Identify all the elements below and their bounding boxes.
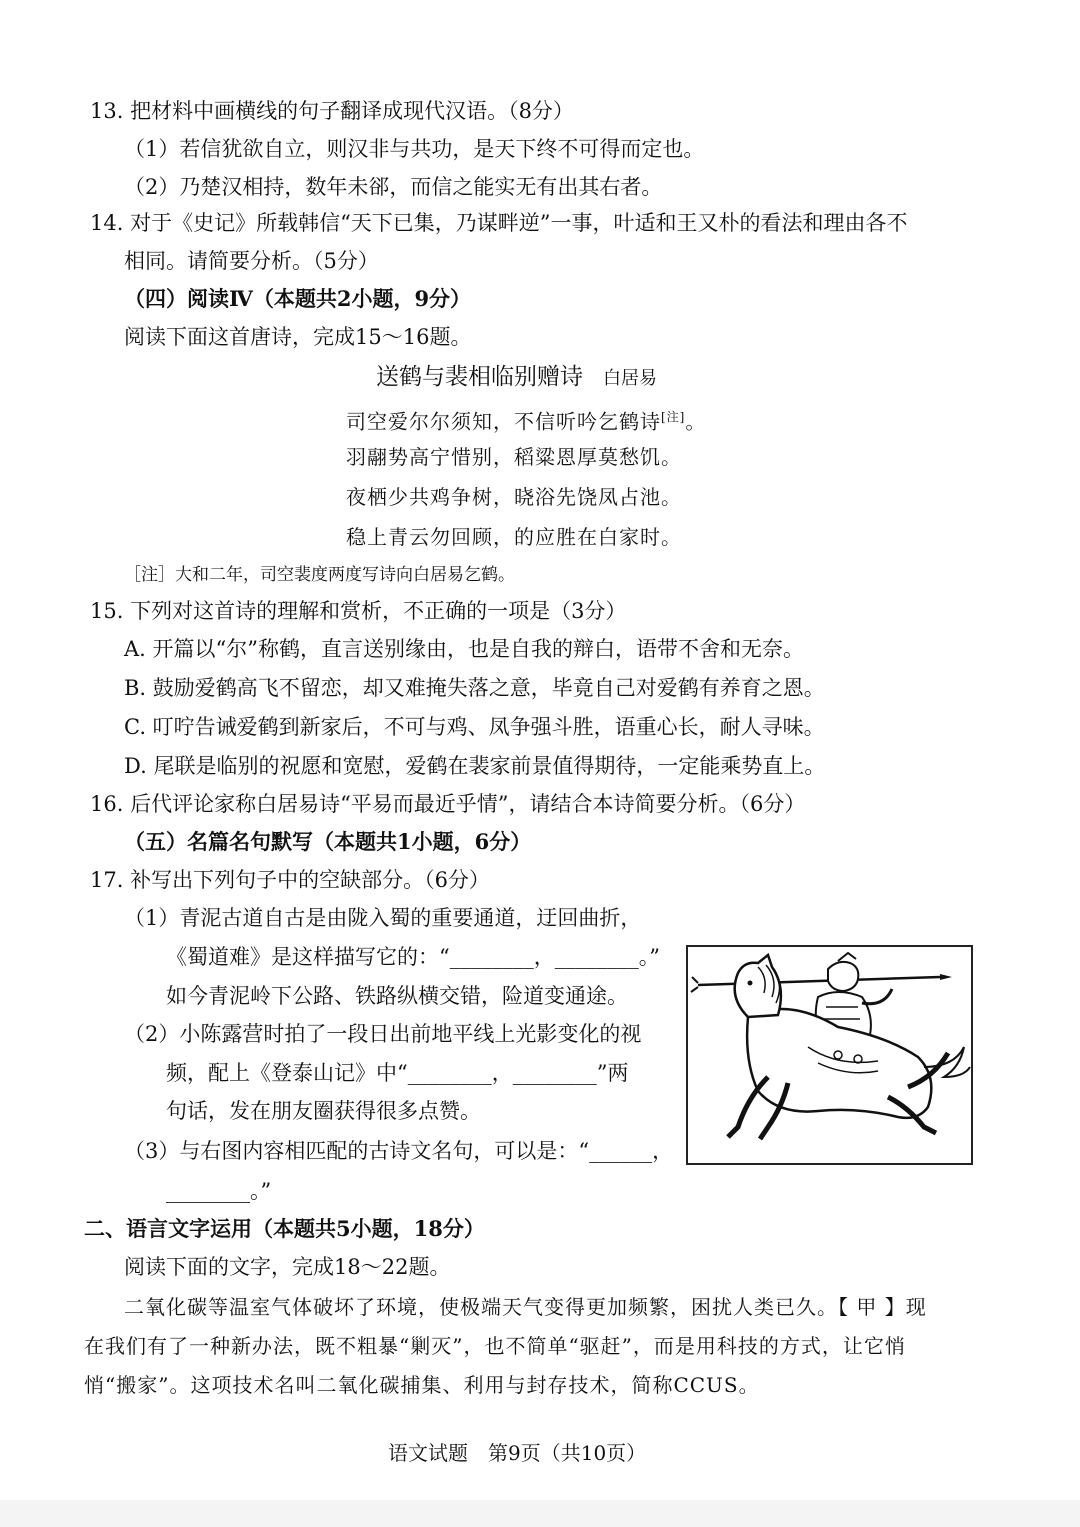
q17-part3-line1: （3）与右图内容相匹配的古诗文名句，可以是：“______，	[124, 1139, 674, 1163]
q17-part3-line2: ________。”	[166, 1179, 272, 1203]
q15-option-a: A. 开篇以“尔”称鹤，直言送别缘由，也是自我的辩白，语带不舍和无奈。	[124, 637, 804, 661]
part-2-heading: 二、语言文字运用（本题共5小题，18分）	[84, 1216, 485, 1241]
section-4-heading: （四）阅读Ⅳ（本题共2小题，9分）	[124, 286, 472, 311]
poem-title: 送鹤与裴相临别赠诗	[376, 364, 583, 390]
horse-front-leg-1	[728, 1077, 768, 1137]
q14-line-1: 14. 对于《史记》所载韩信“天下已集，乃谋畔逆”一事，叶适和王又朴的看法和理由各不	[90, 211, 908, 235]
rider-head	[828, 962, 858, 991]
horseman-drawing	[688, 947, 971, 1163]
q17-part2-line2: 频，配上《登泰山记》中“________，________”两	[166, 1061, 629, 1085]
q15-stem: 15. 下列对这首诗的理解和赏析，不正确的一项是（3分）	[90, 599, 627, 623]
section-4-intro: 阅读下面这首唐诗，完成15～16题。	[124, 325, 472, 349]
q15-option-b: B. 鼓励爱鹤高飞不留恋，却又难掩失落之意，毕竟自己对爱鹤有养育之恩。	[124, 676, 825, 700]
q13-sentence-1: （1）若信犹欲自立，则汉非与共功，是天下终不可得而定也。	[124, 137, 705, 161]
poem-author: 白居易	[603, 368, 657, 389]
poem-heading	[376, 362, 657, 394]
poem-line-1	[346, 402, 706, 437]
q17-stem: 17. 补写出下列句子中的空缺部分。（6分）	[90, 868, 490, 892]
horseman-illustration	[686, 945, 973, 1165]
poem-line-3: 夜栖少共鸡争树，晓浴先饶凤占池。	[346, 485, 682, 509]
poem-note: ［注］大和二年，司空裴度两度写诗向白居易乞鹤。	[124, 565, 515, 585]
passage-line-2: 在我们有了一种新办法，既不粗暴“剿灭”，也不简单“驱赶”，而是用科技的方式，让它悄	[84, 1334, 906, 1358]
q13-stem: 13. 把材料中画横线的句子翻译成现代汉语。（8分）	[90, 99, 574, 123]
rider-helmet-plume	[838, 953, 856, 961]
poem-line-1-end: 。	[685, 409, 707, 434]
q17-part2-line1: （2）小陈露营时拍了一段日出前地平线上光影变化的视	[124, 1022, 642, 1046]
q16-stem: 16. 后代评论家称白居易诗“平易而最近乎情”，请结合本诗简要分析。（6分）	[90, 792, 806, 816]
q17-part1-line3: 如今青泥岭下公路、铁路纵横交错，险道变通途。	[166, 984, 628, 1008]
poem-note-mark: [注]	[661, 410, 686, 424]
spear-tassel	[691, 977, 698, 992]
q15-option-c: C. 叮咛告诫爱鹤到新家后，不可与鸡、凤争强斗胜，语重心长，耐人寻味。	[124, 715, 825, 739]
horse-eye	[748, 981, 753, 986]
part-2-intro: 阅读下面的文字，完成18～22题。	[124, 1255, 451, 1279]
passage-line-1: 二氧化碳等温室气体破坏了环境，使极端天气变得更加频繁，困扰人类已久。【 甲 】现	[124, 1295, 927, 1319]
page-footer: 语文试题 第9页（共10页）	[388, 1441, 647, 1465]
q17-part2-line3: 句话，发在朋友圈获得很多点赞。	[166, 1099, 481, 1123]
spear-tip	[940, 974, 952, 980]
rider-arm	[862, 989, 892, 1004]
passage-line-3: 悄“搬家”。这项技术名叫二氧化碳捕集、利用与封存技术，简称CCUS。	[84, 1373, 760, 1397]
q17-part1-line2: 《蜀道难》是这样描写它的：“________，________。”	[166, 945, 660, 969]
scan-bottom-edge	[0, 1500, 1080, 1527]
q13-sentence-2: （2）乃楚汉相持，数年未郤，而信之能实无有出其右者。	[124, 175, 663, 199]
q17-part1-line1: （1）青泥古道自古是由陇入蜀的重要通道，迂回曲折，	[124, 906, 642, 930]
section-5-heading: （五）名篇名句默写（本题共1小题，6分）	[124, 829, 532, 854]
poem-line-2: 羽翮势高宁惜别，稻粱恩厚莫愁饥。	[346, 445, 682, 469]
poem-line-1-text: 司空爱尔尔须知，不信听吟乞鹤诗	[346, 409, 661, 434]
q15-option-d: D. 尾联是临别的祝愿和宽慰，爱鹤在裴家前景值得期待，一定能乘势直上。	[124, 754, 826, 778]
q14-line-2: 相同。请简要分析。（5分）	[124, 249, 379, 273]
poem-line-4: 稳上青云勿回顾，的应胜在白家时。	[346, 525, 682, 549]
